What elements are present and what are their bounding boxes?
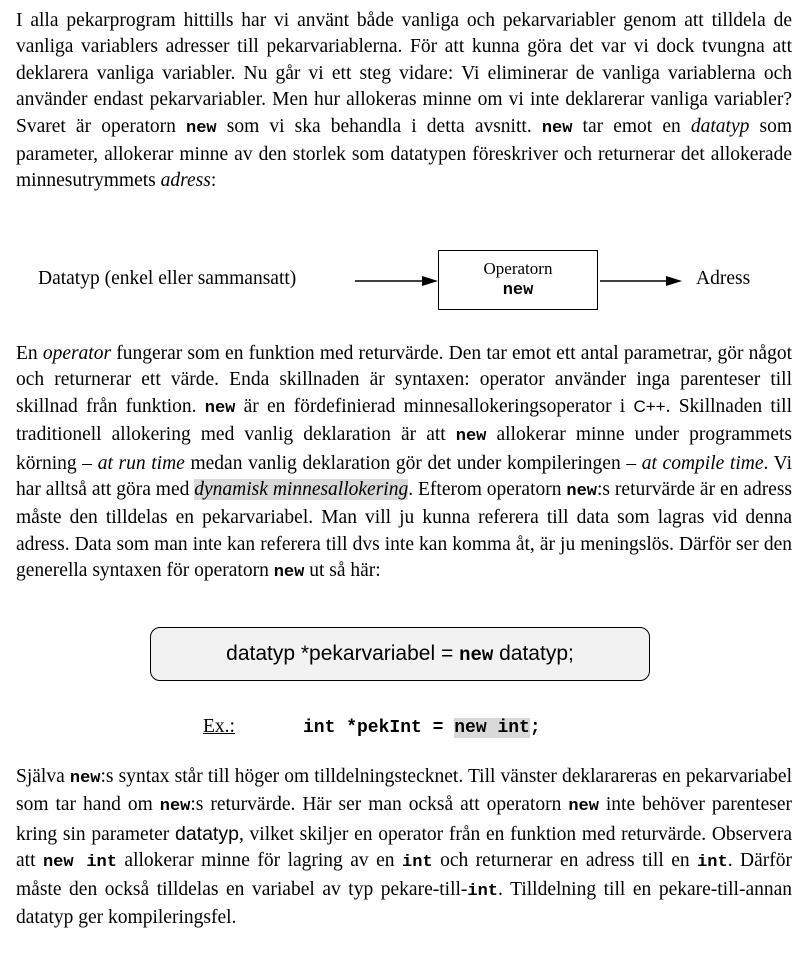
text-run: fungerar som en funktion med returvärde. Den tar emot ett antal parametrar, gör något och returnerar ett värde. Enda skillnaden är syntaxen: operator använder inga parenteser till skillnad från funktion. <box>16 343 792 417</box>
text-run: . Tilldelning till en pekare-till-annan datatyp ger kompileringsfel. <box>16 878 793 929</box>
keyword-new: new <box>204 398 236 418</box>
text-run: , vilket skiljer en operator från en funktion med returvärde. Observera att <box>16 823 792 872</box>
output-arrow-head <box>666 276 682 286</box>
text-run: . Efterom operatorn <box>408 479 567 501</box>
keyword-new-int: new int <box>42 853 117 873</box>
code-run: int *pekInt = <box>303 718 455 738</box>
emphasis-run-time: at run time <box>97 452 185 474</box>
syntax-explanation-paragraph <box>16 764 792 931</box>
keyword-new: new <box>568 797 599 817</box>
intro-paragraph <box>16 8 792 195</box>
keyword-new: new <box>69 769 101 788</box>
text-run: . Vi har alltså att göra med <box>16 452 792 501</box>
operator-box <box>438 250 598 310</box>
text-run: En <box>16 343 43 364</box>
text-run: Själva <box>16 766 70 787</box>
cpp-label: C++ <box>633 396 666 416</box>
emphasis-operator: operator <box>42 343 112 364</box>
operator-box-title: Operatorn <box>483 259 553 278</box>
example-label: Ex.: <box>203 716 235 737</box>
param-datatyp: datatyp <box>174 822 239 845</box>
text-run: I alla pekarprogram hittills har vi använt både vanliga och pekarvariabler genom att tilldela de vanliga variablers adresser till pekarvariablerna. För att kunna göra det var vi dock tvungna att deklarera vanliga variabler. Nu går vi ett steg vidare: Vi eliminerar de vanliga variablerna och använder endast pekarvariabler. Men hur allokeras minne om vi inte deklarerar vanliga variabler? Svaret är operatorn <box>16 10 792 137</box>
code-run: ; <box>529 718 541 738</box>
syntax-box <box>150 627 650 681</box>
text-run: inte behöver parenteser kring sin parameter <box>16 794 792 845</box>
syntax-text: datatyp; <box>493 642 574 665</box>
keyword-new: new <box>273 563 305 583</box>
text-run: :s syntax står till höger om tilldelningstecknet. Till vänster deklarareras en pekarvariabel som tar hand om <box>16 766 792 816</box>
diagram-input-label: Datatyp (enkel eller sammansatt) <box>38 268 297 289</box>
emphasis-adress: adress <box>160 170 211 192</box>
input-arrow-head <box>422 276 438 286</box>
text-run: :s returvärde är en adress måste den tilldelas en pekarvariabel. Man vill ju kunna referera till data som lagras vid denna adress. Data som man inte kan referera till dvs inte kan komma åt, är ju meningslös. Därför ser den generella syntaxen för operatorn <box>16 479 793 582</box>
text-run: som parameter, allokerar minne av den storlek som datatypen föreskriver och returnerar det allokerade minnesutrymmets <box>16 115 792 192</box>
new-operator-diagram <box>0 250 800 312</box>
syntax-keyword-new: new <box>459 644 494 666</box>
keyword-new: new <box>159 797 191 817</box>
highlight-dynamic-allocation: dynamisk minnesallokering <box>194 479 409 501</box>
keyword-new: new <box>186 118 217 138</box>
keyword-int: int <box>402 853 433 873</box>
text-run: : <box>210 170 217 192</box>
text-run: och returnerar en adress till en <box>432 850 698 872</box>
keyword-new: new <box>541 118 573 138</box>
example-code <box>303 718 541 738</box>
operator-box-keyword: new <box>502 281 534 300</box>
syntax-text: datatyp *pekarvariabel = <box>226 642 460 665</box>
text-run: :s returvärde. Här ser man också att operatorn <box>190 794 569 816</box>
text-run: ut så här: <box>304 560 381 582</box>
operator-paragraph <box>16 341 792 587</box>
highlight-new-int: new int <box>454 718 530 738</box>
keyword-new: new <box>566 482 598 502</box>
text-run: . Skillnaden till traditionell allokering med vanlig deklaration är att <box>16 395 793 446</box>
text-run: tar emot en <box>572 115 691 137</box>
keyword-int: int <box>467 881 499 901</box>
diagram-output-label: Adress <box>696 268 751 289</box>
text-run: medan vanlig deklaration gör det under kompileringen – <box>184 452 642 474</box>
emphasis-datatyp: datatyp <box>690 115 750 137</box>
text-run: som vi ska behandla i detta avsnitt. <box>216 115 542 137</box>
text-run: är en fördefinierad minnesallokeringsoperator i <box>235 395 634 417</box>
keyword-new: new <box>455 427 487 447</box>
text-run: allokerar minne under programmets körning – <box>16 424 792 474</box>
text-run: . Därför måste den också tilldelas en variabel av typ pekare-till- <box>16 850 792 900</box>
text-run: allokerar minne för lagring av en <box>116 850 402 872</box>
keyword-int: int <box>697 853 728 873</box>
emphasis-compile-time: at compile time <box>641 452 764 474</box>
